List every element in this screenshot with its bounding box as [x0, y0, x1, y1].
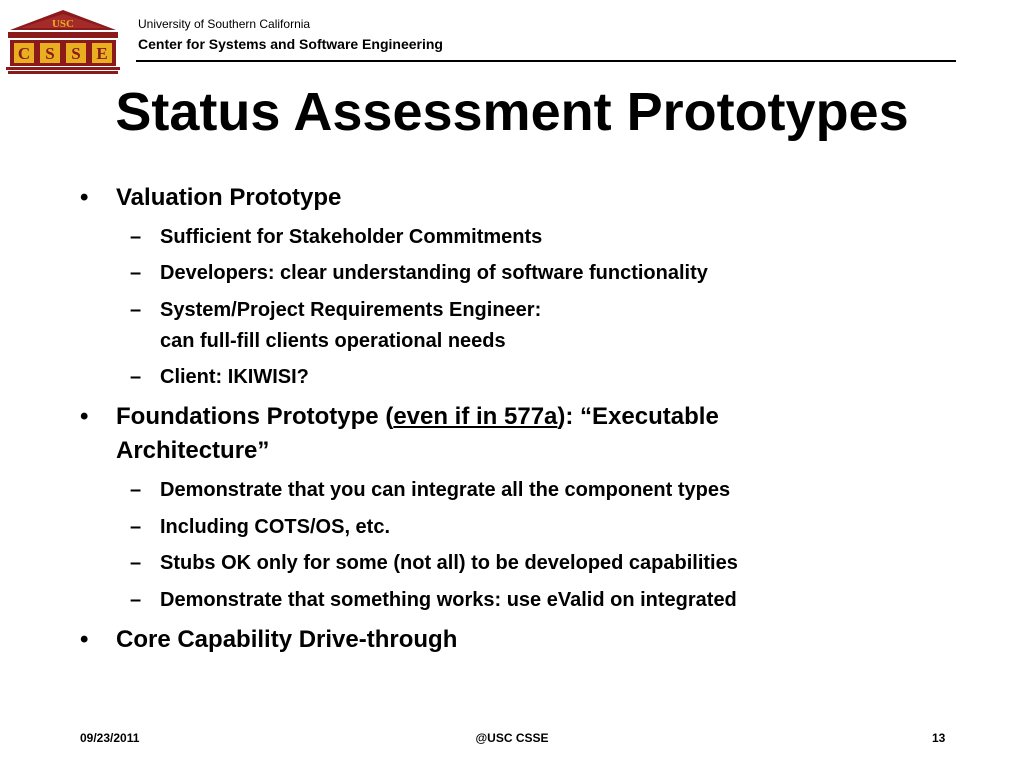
bullet-label: Valuation Prototype — [116, 184, 342, 211]
dash-icon: – — [130, 589, 142, 611]
logo-letter-s1: S — [45, 44, 55, 63]
bullet-label-underlined: even if in 577a — [393, 403, 558, 430]
logo-letter-c: C — [17, 44, 31, 63]
sub-bullet-label: Demonstrate that something works: use eValid on integrated — [160, 589, 737, 611]
bullet-icon: • — [80, 626, 89, 653]
dash-icon: – — [130, 299, 142, 321]
logo-usc-text: USC — [51, 18, 75, 30]
sub-bullet-label: Sufficient for Stakeholder Commitments — [160, 226, 543, 248]
footer-org: @USC CSSE — [475, 731, 549, 745]
page-number: 13 — [932, 731, 946, 745]
bullet-label-line2: Architecture” — [116, 437, 270, 464]
dash-icon: – — [130, 479, 142, 501]
footer-date: 09/23/2011 — [80, 731, 140, 745]
sub-bullet-label: Client: IKIWISI? — [160, 366, 309, 388]
sub-bullet-label: Including COTS/OS, etc. — [160, 516, 391, 538]
dash-icon: – — [130, 226, 142, 248]
logo-letter-s2: S — [71, 44, 81, 63]
sub-bullet-label: Developers: clear understanding of software functionality — [160, 262, 708, 284]
university-name: University of Southern California — [138, 17, 311, 31]
bullet-icon: • — [80, 184, 89, 211]
slide-title: Status Assessment Prototypes — [115, 82, 909, 142]
center-name: Center for Systems and Software Engineering — [138, 36, 443, 52]
bullet-label-pre: Foundations Prototype ( — [116, 403, 394, 430]
sub-bullet-label: can full-fill clients operational needs — [160, 330, 506, 352]
dash-icon: – — [130, 516, 142, 538]
bullet-label — [116, 401, 916, 433]
bullet-label: Core Capability Drive-through — [116, 626, 458, 653]
bullet-label-post: ): “Executable — [557, 403, 719, 430]
sub-bullet-label: Stubs OK only for some (not all) to be developed capabilities — [160, 552, 738, 574]
dash-icon: – — [130, 366, 142, 388]
bullet-icon: • — [80, 403, 89, 430]
dash-icon: – — [130, 262, 142, 284]
logo-letter-e: E — [96, 44, 108, 63]
sub-bullet-label: Demonstrate that you can integrate all the component types — [160, 479, 731, 501]
dash-icon: – — [130, 552, 142, 574]
sub-bullet-label: System/Project Requirements Engineer: — [160, 299, 542, 321]
